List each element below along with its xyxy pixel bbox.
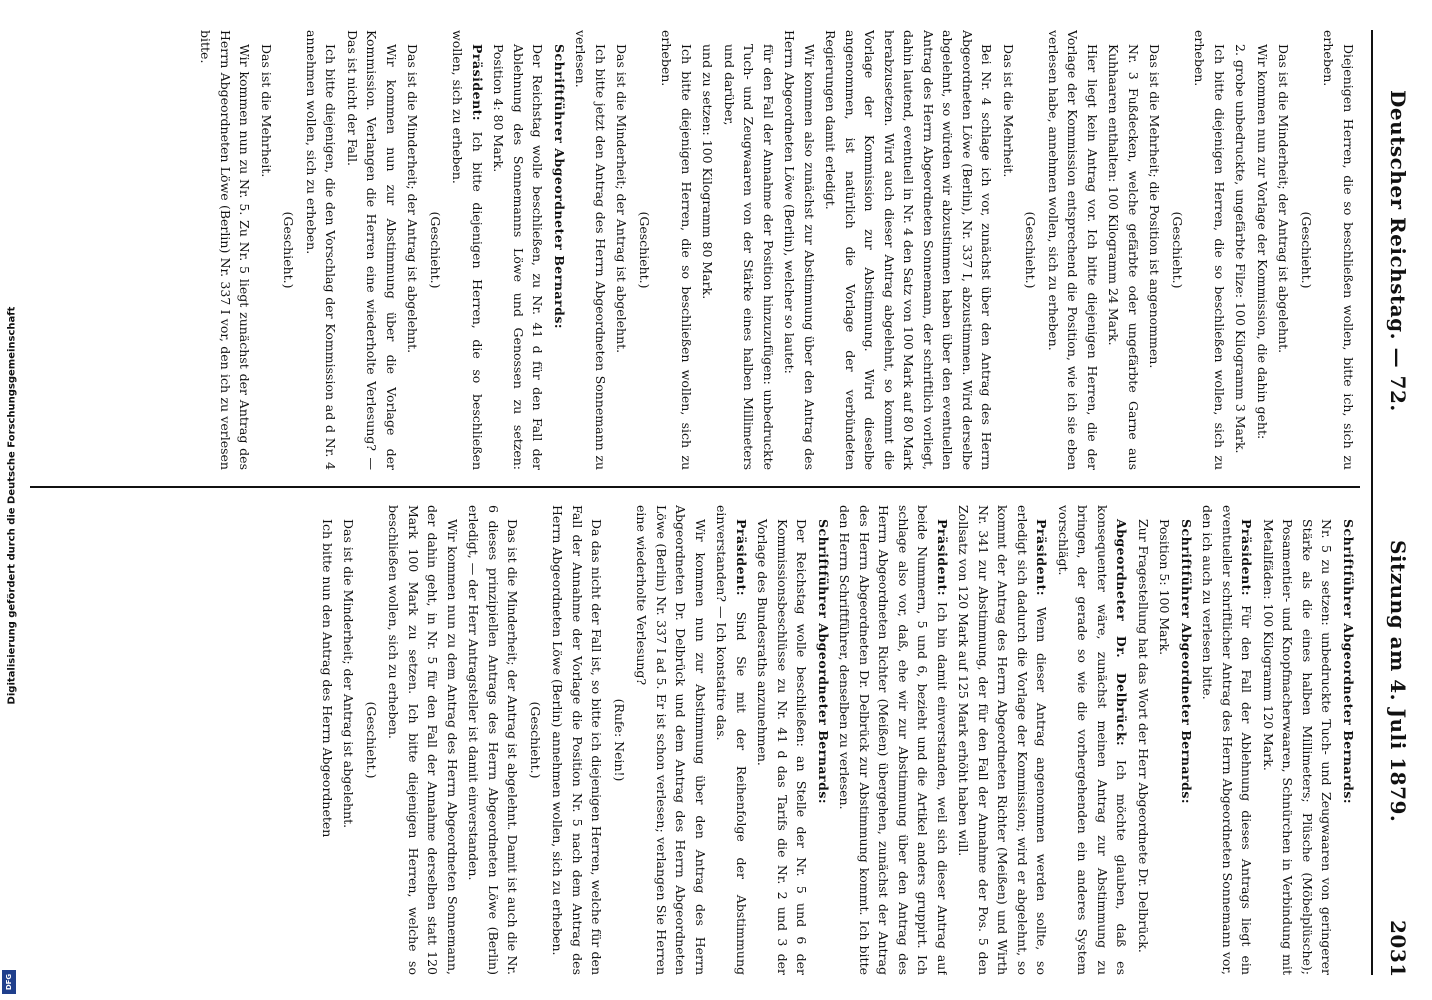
stage-direction: (Geschieht.) — [1299, 211, 1314, 289]
header-session-date: Sitzung am 4. Juli 1879. — [1386, 540, 1410, 823]
digitization-imprint — [2, 0, 16, 1000]
stage-direction: (Geschieht.) — [1170, 211, 1185, 289]
body-paragraph: Wir kommen nun zu dem Antrag des Herrn Abgeordneten Sonnemann, der dahin geht, in Nr. 5 für den Fall der Annahme derselben statt 120 Mark 100 Mark zu setzen. Ich bitte diejenigen Herren, welche so beschließen wollen, sich zu erheben. — [386, 505, 460, 975]
speaker-name: Schriftführer Abgeordneter Bernards: — [552, 44, 567, 330]
body-paragraph: Das ist die Mehrheit. — [259, 44, 274, 178]
stage-direction: (Rufe: Nein!) — [612, 698, 627, 782]
speaker-name: Präsident: — [1034, 519, 1050, 597]
body-paragraph: Wir kommen nun zu Nr. 5. Zu Nr. 5 liegt zunächst der Antrag des Herrn Abgeordneten Löwe (Berlin) Nr. 337 I vor, den ich zu verlesen bitte. — [198, 30, 253, 470]
speech-text: Sind Sie mit der Reihenfolge der Abstimmung einverstanden? — Ich konstatire das. — [714, 505, 749, 975]
speech-text: Für den Fall der Ablehnung dieses Antrags liegt ein eventueller schriftlicher Antrag des Herrn Abgeordneten Sonnemann vor, den ich auch zu verlesen bitte. — [1200, 505, 1255, 975]
speaker-paragraph — [1339, 505, 1359, 975]
stage-direction: (Geschieht.) — [637, 211, 652, 289]
speaker-paragraph — [1054, 505, 1132, 975]
header-rule — [1371, 30, 1373, 975]
motion-text: Der Reichstag wolle beschließen, zu Nr. 41 d für den Fall der Ablehnung des Sonnemanns Löwe und Genossen zu setzen: Position 4: 80 Mark. — [491, 44, 546, 470]
motion-text: Nr. 3 Fußdecken, welche gefärbte oder ungefärbte Garne aus Kuhhaaren enthalten: 100 Kilogramm 24 Mark. — [1106, 44, 1141, 470]
speaker-name: Präsident: — [734, 519, 749, 597]
text-column-second — [18, 505, 1358, 975]
speech-text: Ich bin damit einverstanden, weil sich dieser Antrag auf beide Nummern, 5 und 6, bezieht und die Artikel anders gruppirt. Ich schlage also vor, daß, ehe wir zur Abstimmung über den Antrag des Herrn Abgeordneten Richter (Meißen) übergehen, zunächst der Antrag des Herrn Abgeordneten Dr. Delbrück zur Abstimmung kommt. Ich bitte den Herrn Schriftführer, denselben zu verlesen. — [837, 505, 950, 975]
stage-direction: (Geschieht.) — [428, 211, 443, 289]
motion-text: für den Fall der Annahme der Position hinzuzufügen: unbedruckte Tuch- und Zeugwaaren von der Stärke eines halben Millimeters und darüber, — [722, 44, 776, 470]
stage-direction: (Geschieht.) — [1023, 211, 1039, 289]
stage-direction: (Geschieht.) — [281, 211, 297, 289]
speaker-name: Schriftführer Abgeordneter Bernards: — [816, 519, 831, 805]
body-paragraph: Ich bitte diejenigen Herren, die so beschließen wollen, sich zu erheben. — [1192, 30, 1227, 470]
body-paragraph: Bei Nr. 4 schlage ich vor, zunächst über den Antrag des Herrn Abgeordneten Löwe (Berlin), Nr. 337 I, abzustimmen. Wird derselbe abgelehnt, so würden wir abzustimmen haben über den eventuellen Antrag des Herrn Abgeordneten Sonnemann, der schriftlich vorliegt, dahin lautend, eventuell in Nr. 4 den Satz von 100 Mark auf 80 Mark herabzusetzen. Wird auch dieser Antrag abgelehnt, so kommt die Vorlage der Kommission zur Abstimmung. Wird dieselbe angenommen, ist natürlich die Vorlage der verbündeten Regierungen damit erledigt. — [823, 30, 995, 470]
body-paragraph: Das ist die Minderheit; der Antrag ist abgelehnt. Damit ist auch die Nr. 6 dieses prinzipiellen Antrags des Herrn Abgeordneten Löwe (Berlin) erledigt, — der Herr Antragsteller ist damit einverstanden. — [466, 505, 521, 975]
body-paragraph: Diejenigen Herren, die so beschließen wollen, bitte ich, sich zu erheben. — [1321, 30, 1356, 470]
speaker-paragraph — [1177, 505, 1197, 975]
page-number: 2031 — [1386, 920, 1410, 978]
speech-text: Wenn dieser Antrag angenommen werden sollte, so erledigt sich dadurch die Vorlage der Kommission; wird er abgelehnt, so kommt der Antrag des Herrn Abgeordneten Richter (Meißen) und Wirth Nr. 341 zur Abstimmung, der für den Fall der Annahme der Pos. 5 den Zollsatz von 120 Mark auf 125 Mark erhöht haben will. — [956, 505, 1050, 975]
speaker-name: Schriftführer Abgeordneter Bernards: — [1179, 519, 1194, 805]
motion-text: und zu setzen: 100 Kilogramm 80 Mark. — [700, 44, 716, 300]
stage-direction: (Geschieht.) — [528, 701, 543, 779]
dfg-logo-text: DFG — [5, 973, 13, 991]
speaker-paragraph — [1198, 505, 1257, 975]
imprint-text: Digitalisierung gefördert durch die Deutsche Forschungsgemeinschaft — [6, 306, 18, 705]
motion-text: 2. grobe unbedruckte, ungefärbte Filze: 100 Kilogramm 3 Mark. — [1233, 44, 1249, 454]
body-paragraph: Wir kommen nun zur Abstimmung über den Antrag des Herrn Abgeordneten Dr. Delbrück und dem Antrag des Herrn Abgeordneten Löwe (Berlin) Nr. 337 I ad 5. Er ist schon verlesen; verlangen Sie Herren eine wiederholte Verlesung? — [634, 505, 708, 975]
body-paragraph: Das ist die Minderheit; der Antrag ist abgelehnt. — [341, 519, 357, 829]
body-paragraph: Ich bitte jetzt den Antrag des Herrn Abgeordneten Sonnemann zu verlesen. — [573, 30, 608, 470]
body-paragraph: Das ist die Minderheit; der Antrag ist abgelehnt. — [1276, 44, 1292, 354]
speaker-name: Präsident: — [935, 519, 950, 597]
stage-direction: (Geschieht.) — [364, 701, 379, 779]
speaker-name: Abgeordneter Dr. Delbrück: — [1114, 519, 1130, 747]
motion-text: Der Reichstag wolle beschließen: an Stelle der Nr. 5 und 6 der Kommissionsbeschlüsse zu Nr. 41 d das Tarifs die Nr. 2 und 3 der Vorlage des Bundesraths anzunehmen. — [755, 519, 810, 975]
speaker-name: Präsident: — [470, 44, 485, 122]
body-paragraph: Ich bitte nun den Antrag des Herrn Abgeordneten — [320, 519, 335, 838]
speaker-paragraph — [835, 505, 952, 975]
text-column-first — [18, 30, 1358, 470]
speaker-paragraph — [814, 505, 834, 975]
body-paragraph: Da das nicht der Fall ist, so bitte ich diejenigen Herren, welche für den Fall der Annahme der Vorlage die Position Nr. 5 nach dem Antrag des Herrn Abgeordneten Löwe (Berlin) annehmen wollen, sich zu erheben. — [550, 505, 605, 975]
speaker-paragraph — [550, 30, 570, 470]
dfg-logo-icon — [2, 970, 16, 994]
speaker-name: Präsident: — [1239, 519, 1255, 597]
speaker-paragraph — [448, 30, 487, 470]
body-paragraph: Hier liegt kein Antrag vor. Ich bitte diejenigen Herren, die der Vorlage der Kommission entsprechend die Position, wie ich sie eben verlesen habe, annehmen wollen, sich zu erheben. — [1046, 30, 1100, 470]
speaker-paragraph — [712, 505, 751, 975]
body-paragraph: Wir kommen nun zur Abstimmung über die Vorlage der Kommission. Verlangen die Herren eine wiederholte Verlesung? — Das ist nicht der Fall. — [345, 30, 399, 470]
body-paragraph: Zur Fragestellung hat das Wort der Herr Abgeordnete Dr. Delbrück. — [1136, 519, 1151, 953]
body-paragraph: Das ist die Minderheit; der Antrag ist abgelehnt. — [405, 44, 421, 354]
body-paragraph: Ich bitte diejenigen, die den Vorschlag der Kommission ad d Nr. 4 annehmen wollen, sich zu erheben. — [304, 30, 339, 470]
body-paragraph: Ich bitte diejenigen Herren, die so beschließen wollen, sich zu erheben. — [659, 30, 694, 470]
motion-text: Nr. 5 zu setzen: unbedruckte Tuch- und Zeugwaaren von geringerer Stärke als die eines halben Millimeters; Plüsche (Möbelplüsche); Posamentier- und Knopfmacherwaaren, Schnürchen in Verbindung mit Metallfäden: 100 Kilogramm 120 Mark. — [1261, 519, 1335, 975]
speech-text: Ich möchte glauben, daß es konsequenter wäre, zunächst meinen Antrag zur Abstimmung zu bringen, der gerade so wie die vorhergehenden ein anderes System vorschlägt. — [1056, 505, 1130, 975]
body-paragraph: Wir kommen also zunächst zur Abstimmung über den Antrag des Herrn Abgeordneten Löwe (Berlin), welcher so lautet: — [782, 30, 817, 470]
column-divider — [30, 486, 1360, 488]
speaker-paragraph — [954, 505, 1052, 975]
body-paragraph: Das ist die Minderheit; der Antrag ist abgelehnt. — [614, 44, 630, 354]
speech-text: Ich bitte diejenigen Herren, die so beschließen wollen, sich zu erheben. — [450, 30, 485, 470]
motion-text: Position 5: 100 Mark. — [1157, 519, 1173, 656]
body-paragraph: Das ist die Mehrheit. — [1001, 44, 1016, 178]
body-paragraph: Das ist die Mehrheit; die Position ist angenommen. — [1147, 44, 1163, 369]
header-left-title: Deutscher Reichstag. — 72. — [1386, 90, 1410, 412]
speaker-name: Schriftführer Abgeordneter Bernards: — [1341, 519, 1356, 805]
body-paragraph: Wir kommen nun zur Vorlage der Kommission, die dahin geht: — [1255, 44, 1270, 440]
